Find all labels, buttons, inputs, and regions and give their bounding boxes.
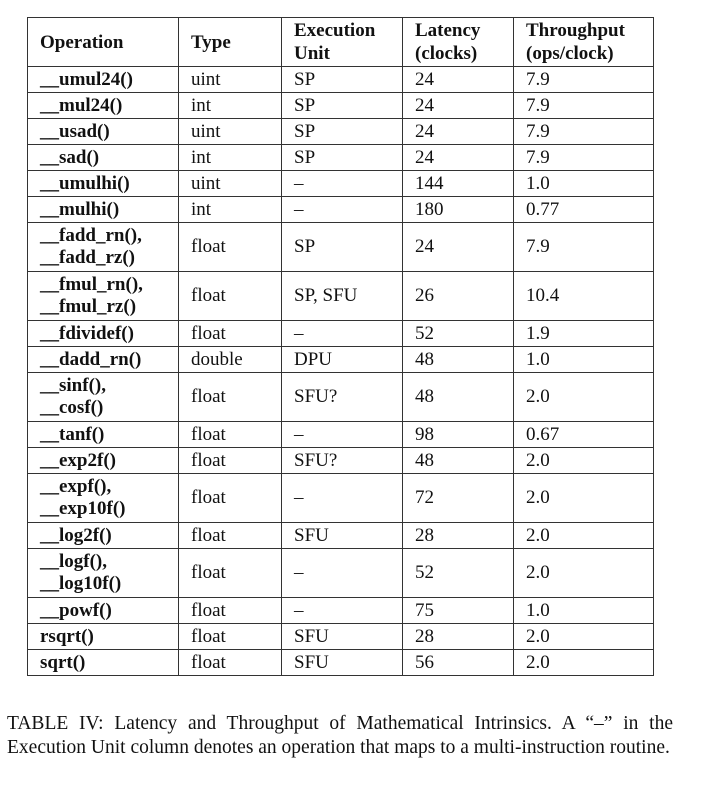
- cell-execution-unit: SP, SFU: [282, 272, 403, 321]
- header-operation-label: Operation: [40, 31, 124, 53]
- cell-throughput: 10.4: [514, 272, 654, 321]
- cell-type: int: [179, 145, 282, 171]
- cell-latency: 52: [403, 549, 514, 598]
- header-latency-line1: Latency: [415, 20, 481, 41]
- table-row: [28, 347, 654, 373]
- cell-execution-unit: –: [282, 422, 403, 448]
- table-row: [28, 119, 654, 145]
- cell-operation: [28, 474, 179, 523]
- cell-execution-unit: –: [282, 598, 403, 624]
- cell-throughput: 2.0: [514, 474, 654, 523]
- cell-latency: 180: [403, 197, 514, 223]
- cell-type: uint: [179, 171, 282, 197]
- cell-throughput: 2.0: [514, 448, 654, 474]
- cell-execution-unit: SP: [282, 145, 403, 171]
- table-body: [28, 67, 654, 676]
- cell-operation: [28, 422, 179, 448]
- cell-operation: [28, 347, 179, 373]
- cell-type: int: [179, 93, 282, 119]
- cell-latency: 24: [403, 93, 514, 119]
- cell-latency: 24: [403, 67, 514, 93]
- header-execution-unit: [282, 18, 403, 67]
- cell-operation: [28, 448, 179, 474]
- operation-name: __sad(): [40, 146, 100, 168]
- header-unit-line2: Unit: [294, 43, 330, 64]
- cell-operation: [28, 197, 179, 223]
- operation-name: __fmul_rz(): [40, 296, 137, 317]
- cell-throughput: 1.9: [514, 321, 654, 347]
- cell-type: float: [179, 223, 282, 272]
- operation-name: __log2f(): [40, 524, 112, 546]
- cell-type: float: [179, 598, 282, 624]
- cell-type: uint: [179, 119, 282, 145]
- header-throughput-line1: Throughput: [526, 20, 625, 41]
- cell-operation: [28, 650, 179, 676]
- cell-execution-unit: –: [282, 474, 403, 523]
- cell-latency: 72: [403, 474, 514, 523]
- operation-name: __dadd_rn(): [40, 348, 142, 370]
- cell-type: float: [179, 448, 282, 474]
- cell-latency: 75: [403, 598, 514, 624]
- cell-throughput: 7.9: [514, 93, 654, 119]
- operation-name: __fmul_rn(),: [40, 274, 143, 295]
- operation-name: __log10f(): [40, 573, 122, 594]
- cell-type: float: [179, 474, 282, 523]
- cell-type: float: [179, 272, 282, 321]
- cell-operation: [28, 272, 179, 321]
- cell-execution-unit: SFU?: [282, 373, 403, 422]
- cell-execution-unit: SFU: [282, 624, 403, 650]
- header-row: [28, 18, 654, 67]
- cell-latency: 24: [403, 223, 514, 272]
- cell-throughput: 2.0: [514, 523, 654, 549]
- intrinsics-table: [27, 17, 654, 676]
- table-row: [28, 145, 654, 171]
- header-throughput-line2: (ops/clock): [526, 43, 614, 64]
- cell-latency: 98: [403, 422, 514, 448]
- cell-execution-unit: SFU?: [282, 448, 403, 474]
- cell-operation: [28, 373, 179, 422]
- cell-type: float: [179, 650, 282, 676]
- operation-name: __tanf(): [40, 423, 105, 445]
- header-type-label: Type: [191, 31, 231, 53]
- cell-throughput: 2.0: [514, 650, 654, 676]
- operation-name: __fadd_rn(),: [40, 225, 142, 246]
- operation-name: __exp10f(): [40, 498, 126, 519]
- cell-throughput: 1.0: [514, 171, 654, 197]
- cell-latency: 28: [403, 624, 514, 650]
- cell-type: int: [179, 197, 282, 223]
- cell-execution-unit: –: [282, 549, 403, 598]
- cell-operation: [28, 171, 179, 197]
- cell-latency: 144: [403, 171, 514, 197]
- cell-type: float: [179, 373, 282, 422]
- cell-type: float: [179, 321, 282, 347]
- table-row: [28, 598, 654, 624]
- cell-throughput: 7.9: [514, 223, 654, 272]
- cell-throughput: 7.9: [514, 119, 654, 145]
- table-row: [28, 171, 654, 197]
- operation-name: __umulhi(): [40, 172, 130, 194]
- cell-type: uint: [179, 67, 282, 93]
- cell-type: float: [179, 624, 282, 650]
- cell-operation: [28, 119, 179, 145]
- table-row: [28, 197, 654, 223]
- cell-operation: [28, 223, 179, 272]
- header-type: [179, 18, 282, 67]
- cell-operation: [28, 624, 179, 650]
- cell-operation: [28, 67, 179, 93]
- operation-name: __powf(): [40, 599, 112, 621]
- cell-latency: 28: [403, 523, 514, 549]
- table-row: [28, 321, 654, 347]
- operation-name: __exp2f(): [40, 449, 116, 471]
- operation-name: rsqrt(): [40, 625, 94, 647]
- table-row: [28, 67, 654, 93]
- table-row: [28, 373, 654, 422]
- cell-execution-unit: SP: [282, 223, 403, 272]
- cell-latency: 26: [403, 272, 514, 321]
- cell-type: float: [179, 422, 282, 448]
- cell-latency: 24: [403, 145, 514, 171]
- cell-execution-unit: SP: [282, 67, 403, 93]
- cell-latency: 48: [403, 347, 514, 373]
- table-row: [28, 474, 654, 523]
- table-row: [28, 624, 654, 650]
- cell-throughput: 7.9: [514, 67, 654, 93]
- cell-latency: 52: [403, 321, 514, 347]
- table-row: [28, 523, 654, 549]
- cell-operation: [28, 93, 179, 119]
- cell-execution-unit: DPU: [282, 347, 403, 373]
- operation-name: __cosf(): [40, 397, 104, 418]
- cell-execution-unit: SP: [282, 93, 403, 119]
- operation-name: __fdividef(): [40, 322, 134, 344]
- cell-execution-unit: SP: [282, 119, 403, 145]
- table-row: [28, 272, 654, 321]
- cell-type: double: [179, 347, 282, 373]
- header-latency-line2: (clocks): [415, 43, 478, 64]
- cell-latency: 56: [403, 650, 514, 676]
- cell-operation: [28, 598, 179, 624]
- cell-execution-unit: –: [282, 171, 403, 197]
- cell-throughput: 0.67: [514, 422, 654, 448]
- header-latency: [403, 18, 514, 67]
- cell-execution-unit: –: [282, 321, 403, 347]
- operation-name: __mulhi(): [40, 198, 120, 220]
- header-throughput: [514, 18, 654, 67]
- cell-latency: 24: [403, 119, 514, 145]
- cell-operation: [28, 145, 179, 171]
- cell-throughput: 2.0: [514, 624, 654, 650]
- table-row: [28, 549, 654, 598]
- cell-throughput: 0.77: [514, 197, 654, 223]
- operation-name: __fadd_rz(): [40, 247, 135, 268]
- cell-throughput: 2.0: [514, 373, 654, 422]
- header-unit-line1: Execution: [294, 20, 376, 41]
- cell-throughput: 1.0: [514, 347, 654, 373]
- operation-name: __sinf(),: [40, 375, 106, 396]
- table-row: [28, 650, 654, 676]
- header-operation: [28, 18, 179, 67]
- cell-operation: [28, 549, 179, 598]
- cell-type: float: [179, 549, 282, 598]
- cell-throughput: 7.9: [514, 145, 654, 171]
- operation-name: __umul24(): [40, 68, 133, 90]
- cell-execution-unit: –: [282, 197, 403, 223]
- cell-throughput: 2.0: [514, 549, 654, 598]
- operation-name: __mul24(): [40, 94, 123, 116]
- table-row: [28, 93, 654, 119]
- operation-name: sqrt(): [40, 651, 86, 673]
- operation-name: __expf(),: [40, 476, 112, 497]
- operation-name: __logf(),: [40, 551, 108, 572]
- cell-latency: 48: [403, 448, 514, 474]
- cell-type: float: [179, 523, 282, 549]
- operation-name: __usad(): [40, 120, 110, 142]
- cell-execution-unit: SFU: [282, 523, 403, 549]
- cell-operation: [28, 321, 179, 347]
- cell-latency: 48: [403, 373, 514, 422]
- table-row: [28, 448, 654, 474]
- table-row: [28, 223, 654, 272]
- table-caption: TABLE IV: Latency and Throughput of Mathematical Intrinsics. A “–” in the Execution Unit column denotes an operation that maps to a multi-instruction routine.: [7, 713, 673, 758]
- table-row: [28, 422, 654, 448]
- cell-operation: [28, 523, 179, 549]
- cell-execution-unit: SFU: [282, 650, 403, 676]
- cell-throughput: 1.0: [514, 598, 654, 624]
